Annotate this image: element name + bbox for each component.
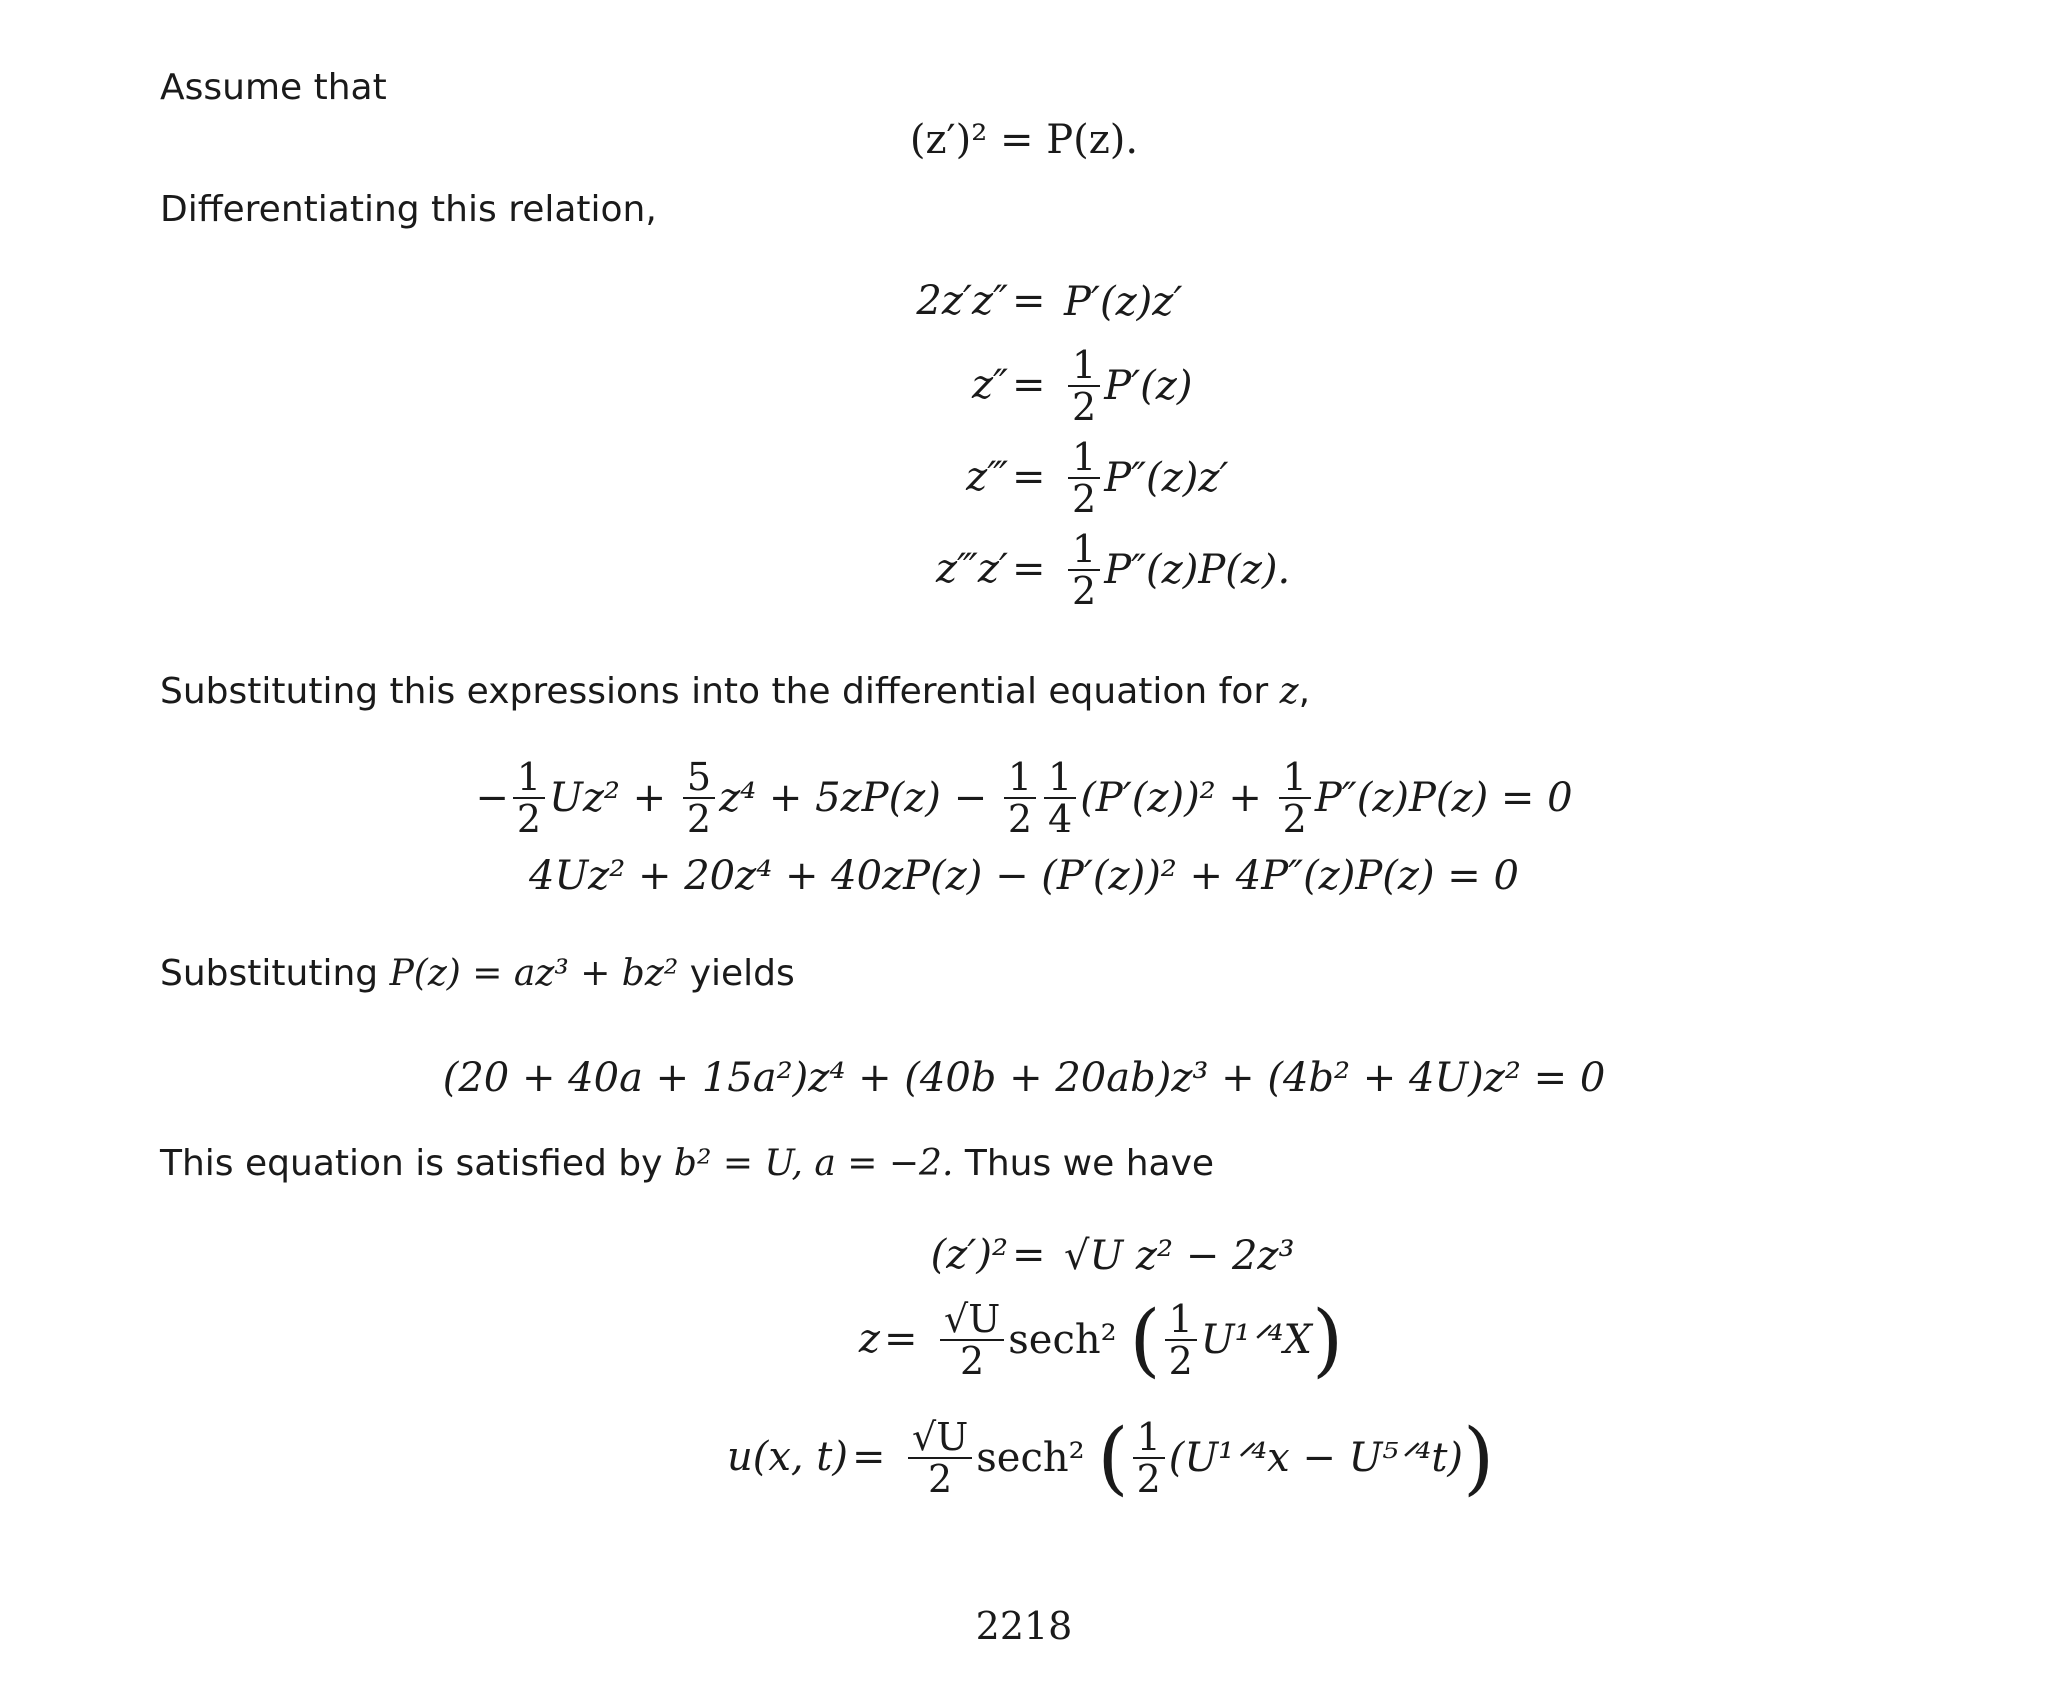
equation-lhs: (z′)² [930, 1232, 1008, 1278]
fraction: $\frac{1}{2}$ [1068, 529, 1100, 611]
equals-sign: = [1012, 546, 1046, 592]
equation-lhs: z‴ [966, 454, 1008, 500]
page-number: 2218 [975, 1604, 1073, 1648]
equation-row [0, 1210, 2048, 1302]
equation-lhs: z″ [971, 362, 1008, 408]
paragraph-differentiating: Differentiating this relation, [160, 189, 657, 230]
equation-rhs: $\frac{1}{2}$ P″(z)P(z). [1064, 524, 1290, 616]
equation-row [0, 256, 2048, 348]
equation-rhs: $\frac{1}{2}$ P′(z) [1064, 340, 1192, 432]
paragraph-substituting: Substituting this expressions into the differential equation for z, [160, 671, 1311, 712]
equation-row [0, 432, 2048, 524]
equals-sign: = [1012, 1232, 1046, 1278]
equation-substitution-1: − $\frac{1}{2}$ Uz² + $\frac{5}{2}$ z⁴ + 5zP(z) − $\frac{1}{2}$ $\frac{1}{4}$ (P′(z))² + $\frac{1}{2}$ P″(z)P(z) = 0 [475, 755, 1573, 841]
equation-row [0, 340, 2048, 432]
paragraph-assume: Assume that [160, 67, 387, 108]
fraction: $\frac{1}{2}$ [1068, 345, 1100, 427]
equals-sign: = [852, 1434, 886, 1480]
equation-polynomial: (20 + 40a + 15a²)z⁴ + (40b + 20ab)z³ + (4b² + 4U)z² = 0 [442, 1055, 1606, 1101]
equals-sign: = [1012, 454, 1046, 500]
equation-lhs: z‴z′ [935, 546, 1008, 592]
equation-substitution-2: 4Uz² + 20z⁴ + 40zP(z) − (P′(z))² + 4P″(z)P(z) = 0 [529, 853, 1519, 899]
equals-sign: = [1012, 362, 1046, 408]
equation-row [0, 1412, 1888, 1504]
paragraph-substituting-p: Substituting P(z) = az³ + bz² yields [160, 953, 795, 994]
equation-rhs: $\frac{√U}{2}$ sech² ( $\frac{1}{2}$ (U¹ᐟ⁴x − U⁵ᐟ⁴t) ) [904, 1412, 1494, 1504]
equation-rhs: √U z² − 2z³ [1064, 1233, 1295, 1279]
equation-row [0, 1294, 1920, 1386]
paragraph-satisfied: This equation is satisfied by b² = U, a = −2. Thus we have [160, 1143, 1215, 1184]
equation-row [0, 524, 2048, 616]
equals-sign: = [884, 1316, 918, 1362]
equation-rhs: $\frac{√U}{2}$ sech² ( $\frac{1}{2}$ U¹ᐟ⁴X ) [936, 1294, 1343, 1386]
equation-rhs: $\frac{1}{2}$ P″(z)z′ [1064, 432, 1228, 524]
equation-lhs: 2z′z″ [916, 278, 1008, 324]
equation-rhs: P′(z)z′ [1064, 279, 1183, 325]
equals-sign: = [1012, 278, 1046, 324]
fraction: $\frac{1}{2}$ [1068, 437, 1100, 519]
equation-assumption: (z′)² = P(z). [909, 117, 1139, 163]
equation-lhs: z [858, 1316, 880, 1362]
equation-lhs: u(x, t) [726, 1434, 848, 1480]
